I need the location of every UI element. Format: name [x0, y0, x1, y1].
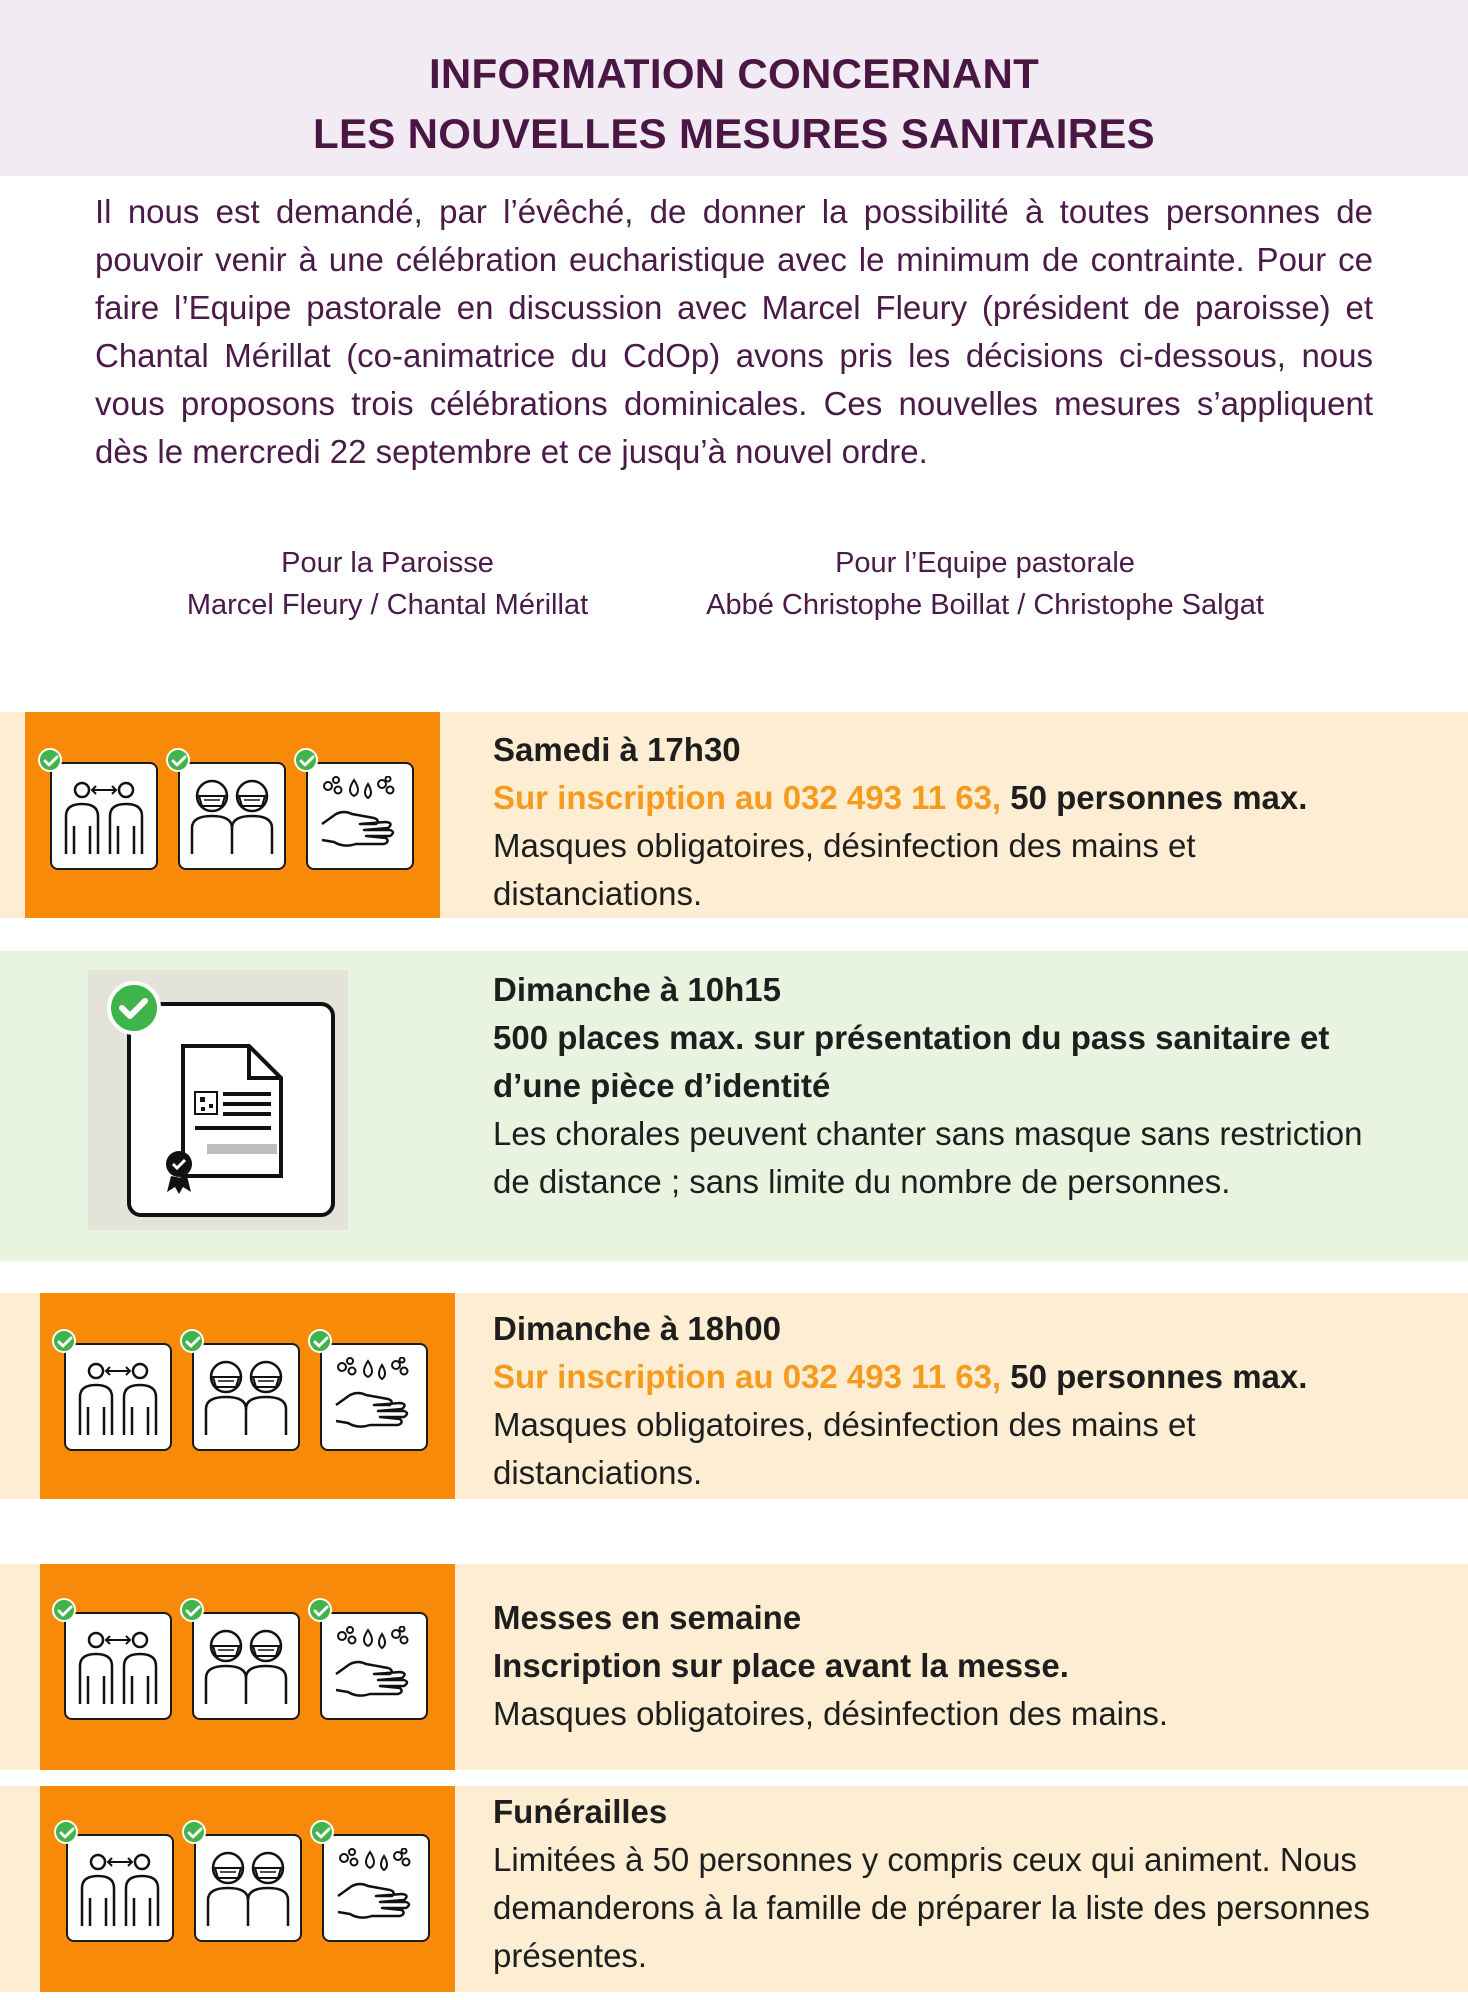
signature-paroisse	[140, 542, 635, 626]
section-highlight: 500 places max. sur présentation du pass sanitaire et d’une pièce d’identité	[493, 1019, 1330, 1104]
health-pass-icon	[127, 1002, 335, 1217]
max-persons: 50 personnes max.	[1001, 779, 1308, 816]
hand-wash-icon	[320, 1612, 428, 1720]
signature-role: Pour la Paroisse	[281, 547, 494, 579]
section-title: Messes en semaine	[493, 1599, 802, 1636]
section-dimanche-soir-text	[493, 1305, 1393, 1497]
distance-icon	[50, 762, 158, 870]
section-title: Dimanche à 18h00	[493, 1310, 781, 1347]
distance-icon	[66, 1834, 174, 1942]
check-icon	[52, 1598, 76, 1622]
section-body: Masques obligatoires, désinfection des mains.	[493, 1695, 1169, 1732]
intro-paragraph: Il nous est demandé, par l’évêché, de donner la possibilité à toutes personnes de pouvoir venir à une célébration eucharistique avec le minimum de contrainte. Pour ce faire l’Equipe pastorale en discussion avec Marcel Fleury (président de paroisse) et Chantal Mérillat (co-animatrice du CdOp) avons pris les décisions ci-dessous, nous vous proposons trois célébrations dominicales. Ces nouvelles mesures s’appliquent dès le mercredi 22 septembre et ce jusqu’à nouvel ordre.	[95, 193, 1373, 470]
check-icon	[54, 1820, 78, 1844]
certificate-icon	[131, 1006, 331, 1213]
distance-icon	[64, 1612, 172, 1720]
check-icon	[38, 748, 62, 772]
inscription-phone: Sur inscription au 032 493 11 63,	[493, 1358, 1002, 1395]
section-dimanche-matin-text	[493, 966, 1393, 1206]
mask-icon	[178, 762, 286, 870]
check-icon	[310, 1820, 334, 1844]
header-banner	[0, 0, 1468, 176]
page-title-line2: LES NOUVELLES MESURES SANITAIRES	[313, 110, 1155, 157]
distance-icon	[64, 1343, 172, 1451]
section-semaine-text	[493, 1594, 1393, 1738]
signature-names: Marcel Fleury / Chantal Mérillat	[186, 589, 589, 621]
hand-wash-icon	[322, 1834, 430, 1942]
check-icon	[294, 748, 318, 772]
section-title: Samedi à 17h30	[493, 731, 741, 768]
signature-role: Pour l’Equipe pastorale	[835, 547, 1135, 579]
check-icon	[52, 1329, 76, 1353]
check-icon	[308, 1329, 332, 1353]
page-title-line1: INFORMATION CONCERNANT	[428, 50, 1040, 97]
section-highlight: Inscription sur place avant la messe.	[493, 1647, 1069, 1684]
check-icon	[107, 981, 161, 1035]
inscription-phone: Sur inscription au 032 493 11 63,	[493, 779, 1002, 816]
hand-wash-icon	[320, 1343, 428, 1451]
section-samedi-text	[493, 726, 1393, 918]
section-body: Masques obligatoires, désinfection des mains et distanciations.	[493, 827, 1196, 912]
section-body: Les chorales peuvent chanter sans masque sans restriction de distance ; sans limite du nombre de personnes.	[493, 1115, 1363, 1200]
hand-wash-icon	[306, 762, 414, 870]
section-title: Funérailles	[493, 1793, 668, 1830]
max-persons: 50 personnes max.	[1001, 1358, 1308, 1395]
check-icon	[166, 748, 190, 772]
mask-icon	[192, 1343, 300, 1451]
section-title: Dimanche à 10h15	[493, 971, 781, 1008]
check-icon	[180, 1598, 204, 1622]
signature-equipe	[665, 542, 1305, 626]
section-body: Limitées à 50 personnes y compris ceux qui animent. Nous demanderons à la famille de préparer la liste des personnes présentes.	[493, 1841, 1370, 1974]
check-icon	[180, 1329, 204, 1353]
section-body: Masques obligatoires, désinfection des mains et distanciations.	[493, 1406, 1196, 1491]
signature-names: Abbé Christophe Boillat / Christophe Salgat	[706, 589, 1264, 621]
mask-icon	[192, 1612, 300, 1720]
section-funerailles-text	[493, 1788, 1393, 1980]
check-icon	[182, 1820, 206, 1844]
mask-icon	[194, 1834, 302, 1942]
check-icon	[308, 1598, 332, 1622]
